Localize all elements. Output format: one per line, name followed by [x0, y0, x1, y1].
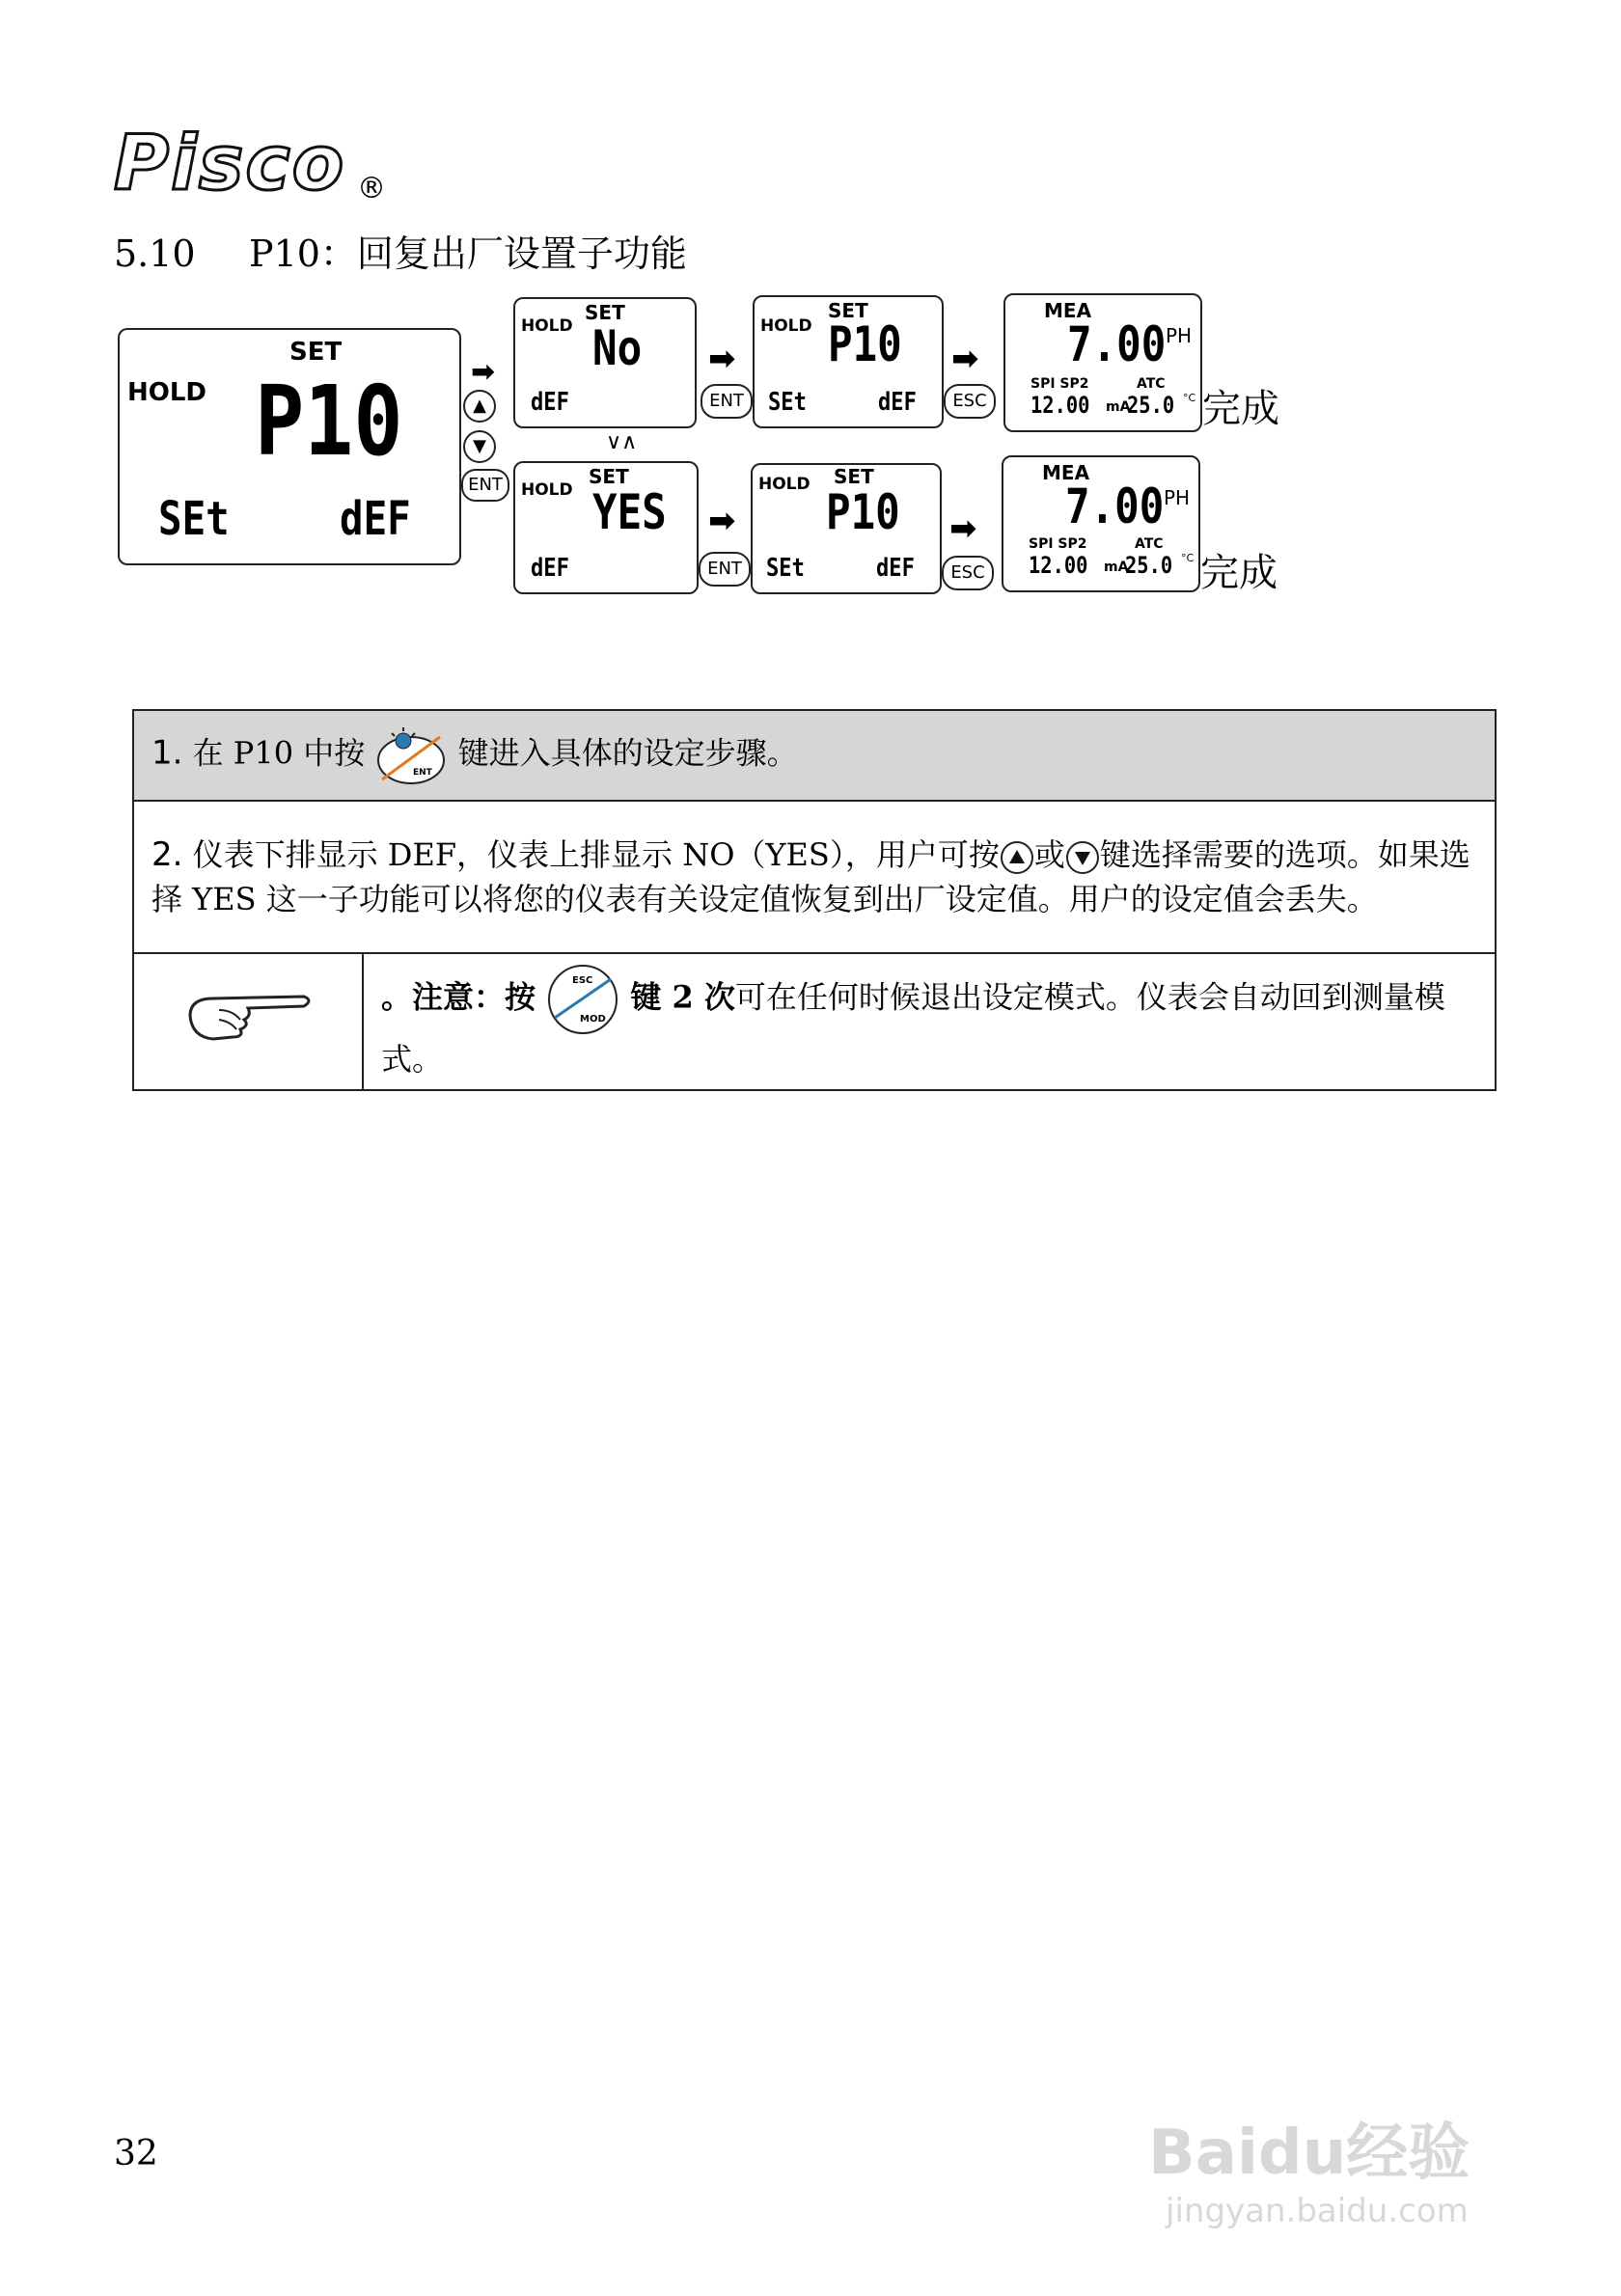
lcd-main-value: No: [592, 320, 643, 376]
lcd-bottom-right: dEF: [878, 388, 917, 417]
step-row-1: [133, 710, 1496, 801]
section-title: P10：回复出厂设置子功能: [249, 232, 687, 275]
lcd-set-label: SET: [834, 465, 874, 488]
lcd-ph-unit: PH: [1164, 486, 1191, 509]
lcd-hold-label: HOLD: [127, 378, 207, 407]
arrow-right-icon: ➡: [471, 355, 496, 389]
lcd-bottom-left: SEt: [766, 554, 805, 583]
lcd-hold-label: HOLD: [521, 480, 573, 500]
arrow-right-icon: ➡: [949, 509, 977, 548]
ent-key-icon: [374, 722, 448, 789]
lcd-spi-label: SPI SP2: [1030, 376, 1089, 392]
lcd-set-label: SET: [585, 301, 625, 324]
esc-button[interactable]: ESC: [942, 556, 994, 590]
step-text-cont: 键选择需要的选项。如果选择 YES 这一子功能可以将您的仪表有关设定值恢复到出厂设定值。用户的设定值会丢失。: [151, 836, 1470, 917]
lcd-row1-no: [513, 297, 697, 428]
lcd-bottom-left: dEF: [531, 554, 569, 583]
watermark-url: jingyan.baidu.com: [1166, 2192, 1469, 2230]
arrow-right-icon: ➡: [708, 340, 736, 378]
step-row-2: [133, 801, 1496, 953]
ent-button[interactable]: ENT: [701, 384, 753, 419]
steps-table: [132, 709, 1497, 1091]
svg-text:MOD: MOD: [580, 1014, 606, 1025]
lcd-row2-mea: [1002, 455, 1200, 592]
lcd-diagram: [0, 0, 1621, 617]
lcd-bottom-right: dEF: [876, 554, 915, 583]
lcd-ph-value: 7.00: [1067, 316, 1167, 372]
pointing-hand-icon: [180, 987, 316, 1045]
lcd-deg-unit: °C: [1183, 392, 1196, 404]
registered-mark: ®: [357, 172, 386, 205]
lcd-set-label: SET: [828, 299, 868, 322]
or-text: 或: [1033, 836, 1065, 873]
lcd-ph-value: 7.00: [1065, 478, 1165, 534]
up-key-icon: [1000, 840, 1034, 875]
lcd-temp-value: 25.0: [1125, 552, 1173, 579]
pisco-logo: Pisco: [114, 121, 346, 207]
lcd-row1-mea: [1003, 293, 1202, 432]
lcd-mea-label: MEA: [1042, 461, 1090, 484]
lcd-atc-label: ATC: [1135, 536, 1164, 552]
page-number: 32: [114, 2134, 158, 2173]
lcd-bottom-left: SEt: [158, 492, 230, 546]
arrow-right-icon: ➡: [708, 502, 736, 540]
lcd-bottom-right: dEF: [340, 492, 411, 546]
up-button[interactable]: ▲: [463, 390, 496, 423]
lcd-ma-unit: mA: [1104, 560, 1129, 575]
lcd-ma-unit: mA: [1106, 399, 1131, 415]
lcd-deg-unit: °C: [1181, 552, 1195, 564]
lcd-main-value: YES: [592, 484, 667, 540]
baidu-watermark: [1148, 2103, 1621, 2230]
step-text: 在 P10 中按: [192, 734, 366, 772]
note-prefix: 。注意：按: [381, 978, 536, 1016]
lcd-set-label: SET: [589, 465, 629, 488]
esc-button[interactable]: ESC: [944, 384, 996, 419]
lcd-bottom-left: dEF: [531, 388, 569, 417]
ent-button[interactable]: ENT: [699, 552, 751, 587]
up-down-indicator: ∨∧: [606, 430, 638, 454]
lcd-main-value: P10: [828, 316, 902, 372]
done-label: 完成: [1202, 387, 1279, 431]
esc-mod-key-icon: [545, 962, 620, 1037]
lcd-set-label: SET: [289, 338, 343, 367]
lcd-row2-p10: [751, 463, 942, 594]
lcd-main-value: P10: [255, 365, 403, 478]
lcd-hold-label: HOLD: [758, 475, 810, 494]
step-text: 仪表下排显示 DEF，仪表上排显示 NO（YES），用户可按: [192, 836, 1000, 873]
section-number: 5.10: [114, 232, 196, 275]
step-text-cont: 键进入具体的设定步骤。: [457, 734, 798, 772]
arrow-right-icon: ➡: [951, 340, 979, 378]
watermark-brand: Baidu经验: [1148, 2118, 1470, 2189]
ent-button-side[interactable]: ENT: [461, 469, 509, 502]
step-number: 2.: [151, 835, 183, 874]
down-button[interactable]: ▼: [463, 430, 496, 463]
done-label: 完成: [1200, 551, 1278, 595]
step-number: 1.: [151, 733, 183, 773]
lcd-hold-label: HOLD: [760, 316, 812, 336]
lcd-row1-p10: [753, 295, 944, 428]
lcd-temp-value: 25.0: [1127, 392, 1175, 419]
lcd-ph-unit: PH: [1166, 324, 1193, 347]
lcd-bottom-left: SEt: [768, 388, 807, 417]
note-text: 可在任何时候退出设定模式。仪表会自动回到测量模式。: [381, 978, 1445, 1078]
lcd-spi-label: SPI SP2: [1029, 536, 1087, 552]
down-key-icon: [1065, 840, 1100, 875]
svg-text:ESC: ESC: [572, 975, 593, 986]
lcd-hold-label: HOLD: [521, 316, 573, 336]
lcd-ma-value: 12.00: [1029, 552, 1088, 579]
lcd-main-p10: [118, 328, 461, 565]
lcd-ma-value: 12.00: [1030, 392, 1090, 419]
lcd-row2-yes: [513, 461, 699, 594]
note-row: [133, 953, 1496, 1090]
lcd-main-value: P10: [826, 484, 900, 540]
note-mid: 键 2 次: [630, 978, 735, 1016]
lcd-mea-label: MEA: [1044, 299, 1092, 322]
svg-text:ENT: ENT: [413, 768, 433, 778]
lcd-atc-label: ATC: [1137, 376, 1166, 392]
